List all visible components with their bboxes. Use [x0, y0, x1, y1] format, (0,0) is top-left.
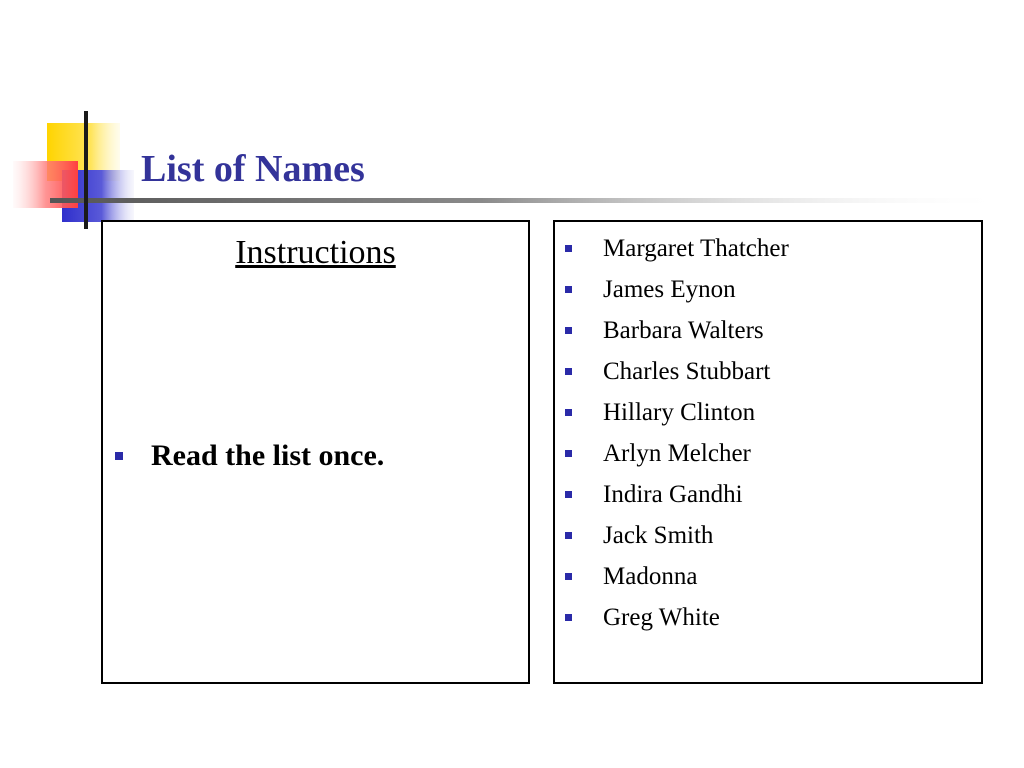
title-decoration [0, 0, 1024, 240]
square-bullet-icon [565, 368, 572, 375]
name-text: Hillary Clinton [603, 398, 756, 426]
square-bullet-icon [115, 452, 123, 460]
instruction-item [115, 436, 384, 476]
square-bullet-icon [565, 450, 572, 457]
list-item [565, 392, 789, 433]
name-text: James Eynon [603, 275, 736, 303]
name-text: Indira Gandhi [603, 480, 743, 508]
name-text: Arlyn Melcher [603, 439, 751, 467]
instructions-heading: Instructions [235, 234, 396, 271]
name-text: Barbara Walters [603, 316, 764, 344]
square-bullet-icon [565, 573, 572, 580]
vertical-rule [84, 111, 88, 229]
list-item [565, 515, 789, 556]
name-text: Margaret Thatcher [603, 234, 789, 262]
square-bullet-icon [565, 491, 572, 498]
list-item [565, 228, 789, 269]
list-item [565, 433, 789, 474]
name-text: Charles Stubbart [603, 357, 771, 385]
square-bullet-icon [565, 409, 572, 416]
instructions-panel [101, 220, 530, 684]
title-rule [50, 198, 1010, 203]
name-text: Madonna [603, 562, 698, 590]
name-text: Jack Smith [603, 521, 714, 549]
list-item [565, 597, 789, 638]
names-list [565, 228, 789, 638]
square-bullet-icon [565, 327, 572, 334]
list-item [565, 269, 789, 310]
square-bullet-icon [565, 286, 572, 293]
square-bullet-icon [565, 532, 572, 539]
slide-title: List of Names [141, 148, 365, 190]
instruction-text: Read the list once. [151, 439, 385, 472]
square-bullet-icon [565, 614, 572, 621]
list-item [565, 351, 789, 392]
list-item [565, 474, 789, 515]
list-item [565, 310, 789, 351]
names-panel [553, 220, 983, 684]
square-bullet-icon [565, 245, 572, 252]
list-item [565, 556, 789, 597]
name-text: Greg White [603, 603, 720, 631]
